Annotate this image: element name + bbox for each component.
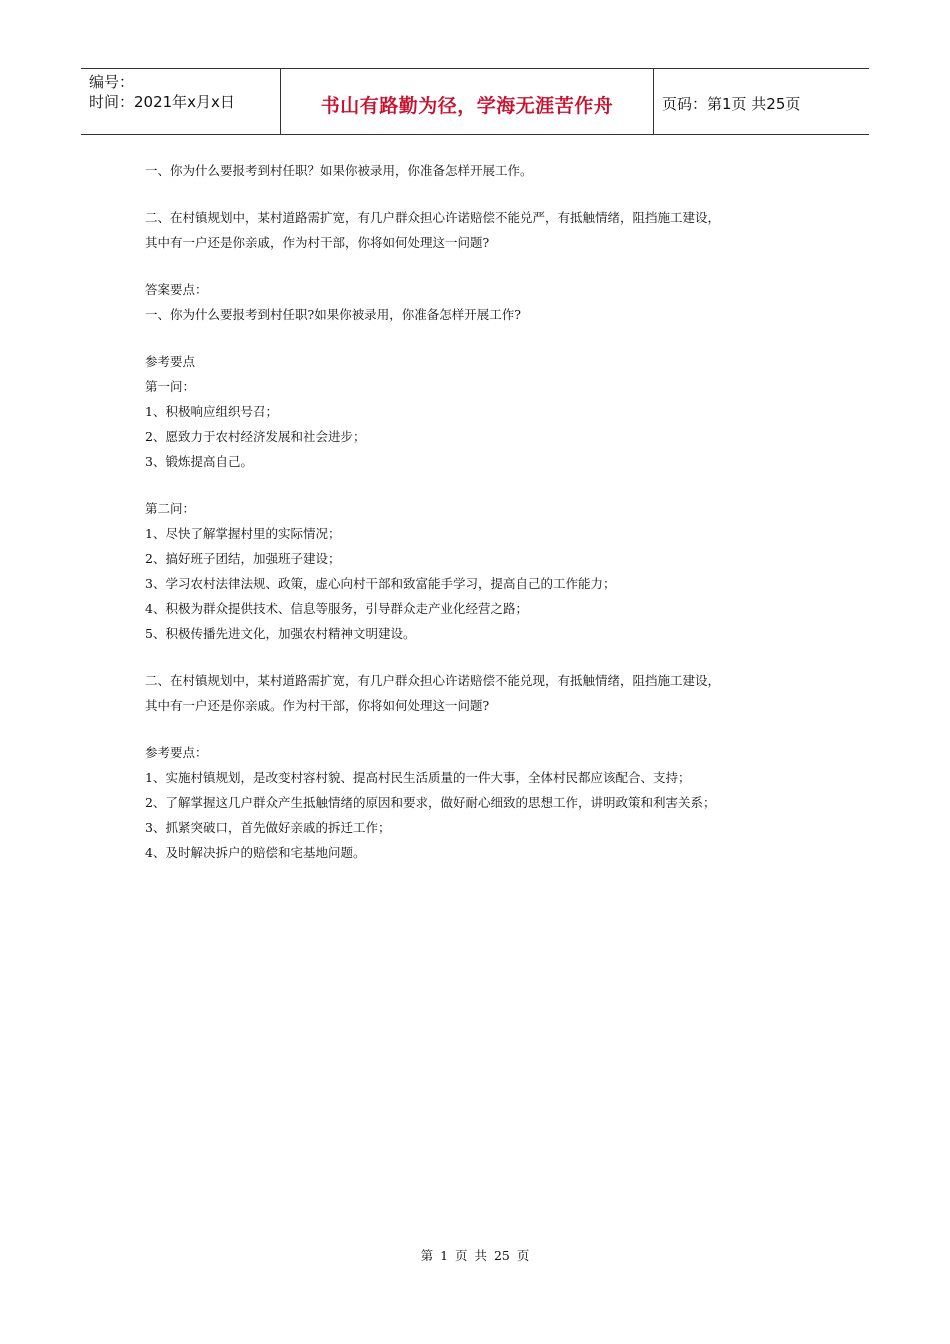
reference-title-2: 参考要点： <box>145 745 208 760</box>
question-2-line-1: 二、在村镇规划中，某村道路需扩宽，有几户群众担心许诺赔偿不能兑严，有抵触情绪，阻挡施工建设， <box>145 210 721 225</box>
list-item: 4、及时解决拆户的赔偿和宅基地问题。 <box>145 845 366 860</box>
list-item: 3、学习农村法律法规、政策，虚心向村干部和致富能手学习，提高自己的工作能力； <box>145 576 616 591</box>
document-body <box>145 158 825 865</box>
answer-question-2-line-1: 二、在村镇规划中，某村道路需扩宽，有几户群众担心许诺赔偿不能兑现，有抵触情绪，阻挡施工建设， <box>145 673 721 688</box>
second-ask-heading: 第二问： <box>145 501 196 516</box>
question-2-line-2: 其中有一户还是你亲戚，作为村干部，你将如何处理这一问题? <box>145 235 490 250</box>
header-motto: 书山有路勤为径，学海无涯苦作舟 <box>281 69 654 134</box>
page-header <box>81 68 869 135</box>
reference-title-1: 参考要点 <box>145 354 196 369</box>
list-item: 3、抓紧突破口，首先做好亲戚的拆迁工作； <box>145 820 391 835</box>
list-item: 4、积极为群众提供技术、信息等服务，引导群众走产业化经营之路； <box>145 601 528 616</box>
list-item: 1、尽快了解掌握村里的实际情况； <box>145 526 341 541</box>
number-label: 编号： <box>89 73 135 91</box>
question-1: 一、你为什么要报考到村任职？如果你被录用，你准备怎样开展工作。 <box>145 163 533 178</box>
list-item: 1、积极响应组织号召； <box>145 404 278 419</box>
list-item: 2、搞好班子团结，加强班子建设； <box>145 551 341 566</box>
header-page-info: 页码：第1页 共25页 <box>662 95 801 113</box>
page-footer: 第 1 页 共 25 页 <box>420 1248 530 1263</box>
header-meta <box>81 69 281 134</box>
list-item: 1、实施村镇规划，是改变村容村貌、提高村民生活质量的一件大事，全体村民都应该配合、支持； <box>145 770 691 785</box>
answer-question-1: 一、你为什么要报考到村任职?如果你被录用，你准备怎样开展工作? <box>145 307 521 322</box>
list-item: 2、愿致力于农村经济发展和社会进步； <box>145 429 366 444</box>
list-item: 3、锻炼提高自己。 <box>145 454 253 469</box>
time-label: 时间：2021年x月x日 <box>89 93 235 111</box>
answer-title: 答案要点： <box>145 282 208 297</box>
list-item: 5、积极传播先进文化，加强农村精神文明建设。 <box>145 626 416 641</box>
first-ask-heading: 第一问： <box>145 379 196 394</box>
answer-question-2-line-2: 其中有一户还是你亲戚。作为村干部，你将如何处理这一问题? <box>145 698 490 713</box>
list-item: 2、了解掌握这几户群众产生抵触情绪的原因和要求，做好耐心细致的思想工作，讲明政策和利害关系； <box>145 795 716 810</box>
